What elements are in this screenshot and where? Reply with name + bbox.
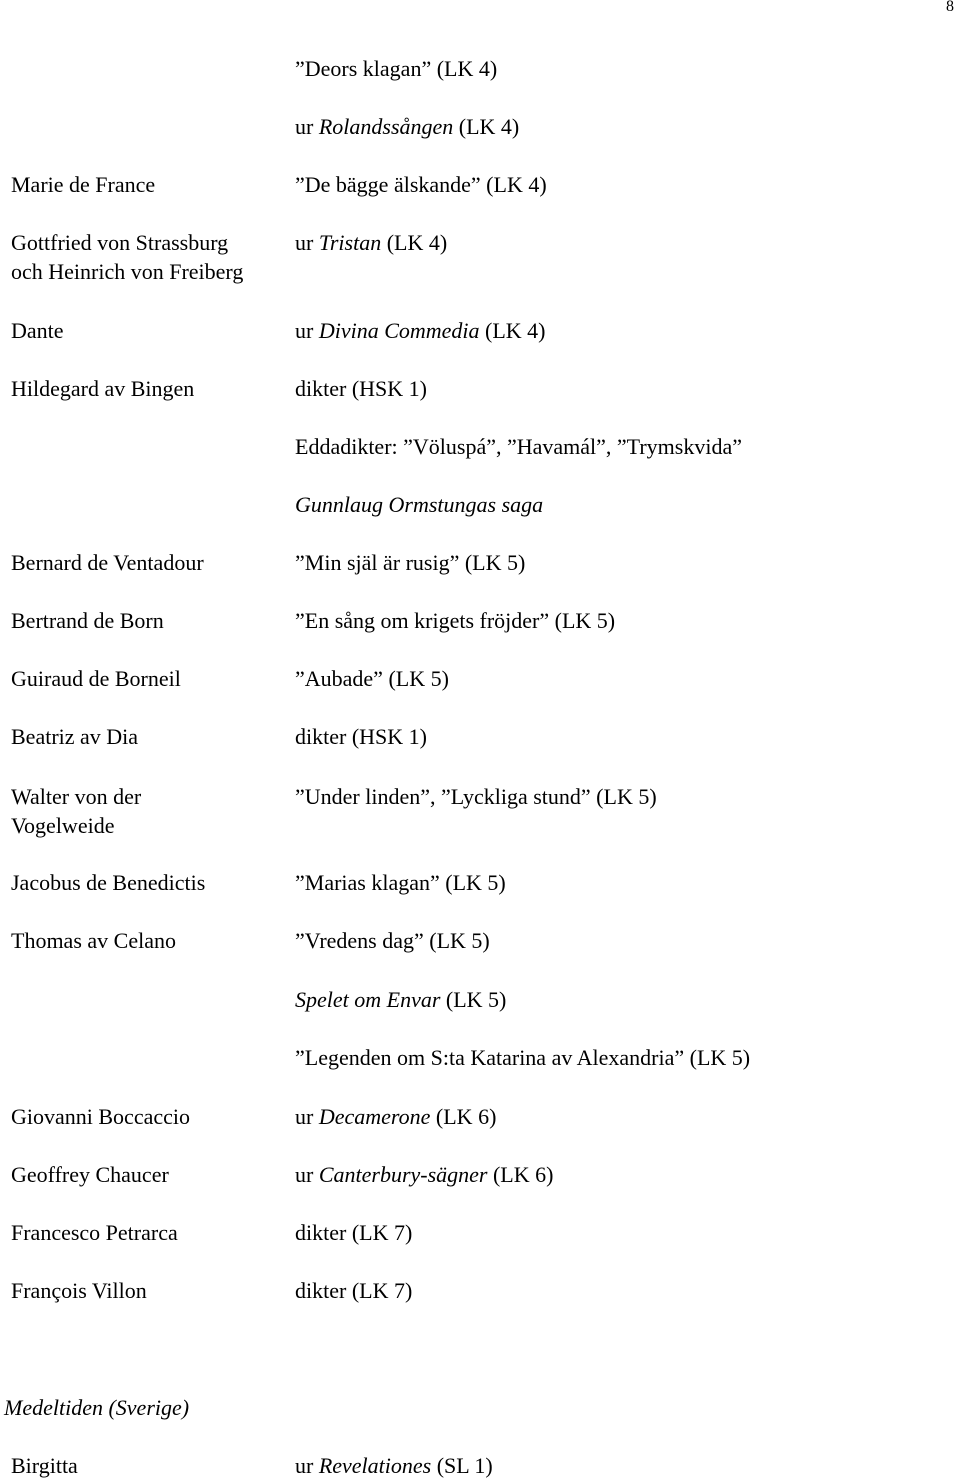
author-name: Guiraud de Borneil [11,666,181,691]
author-name: Beatriz av Dia [11,724,139,749]
work-title [295,112,955,141]
work-title-italic: Decamerone [318,1104,431,1129]
author-name: François Villon [11,1278,147,1303]
work-title-italic: Spelet om Envar [295,987,441,1012]
work-title-text: (LK 4) [479,318,546,343]
section-heading: Medeltiden (Sverige) [4,1395,190,1420]
work-title [295,926,955,955]
work-title [295,228,955,257]
work-title-text: ”Aubade” (LK 5) [295,666,449,691]
author-name: Dante [11,318,64,343]
work-title [295,490,955,519]
work-title-text: ”Marias klagan” (LK 5) [295,870,506,895]
work-title-italic: Rolandssången [318,114,454,139]
page-number: 8 [946,0,954,15]
work-title-text: Eddadikter: ”Völuspá”, ”Havamál”, ”Trymskvida” [295,434,742,459]
work-title-italic: Canterbury-sägner [318,1162,488,1187]
work-title-text: ”Vredens dag” (LK 5) [295,928,490,953]
work-title-text: (LK 4) [453,114,520,139]
author-name: Bertrand de Born [11,608,164,633]
work-title [295,316,955,345]
author-name: Jacobus de Benedictis [11,870,206,895]
author-name: Birgitta [11,1453,78,1478]
work-title-text: dikter (LK 7) [295,1278,413,1303]
work-title [295,1451,955,1480]
author-name: Bernard de Ventadour [11,550,204,575]
work-title [295,548,955,577]
work-title [295,54,955,83]
work-title-italic: Divina Commedia [318,318,480,343]
author-name: Hildegard av Bingen [11,376,195,401]
work-title-text: ”En sång om krigets fröjder” (LK 5) [295,608,616,633]
work-title-text: ur [295,114,319,139]
work-title-text: dikter (HSK 1) [295,724,427,749]
work-title-text: dikter (LK 7) [295,1220,413,1245]
work-title [295,1160,955,1189]
author-name: Marie de France [11,172,156,197]
work-title [295,722,955,751]
work-title [295,1102,955,1131]
work-title [295,374,955,403]
author-name: Thomas av Celano [11,928,176,953]
work-title-text: ”Under linden”, ”Lyckliga stund” (LK 5) [295,784,657,809]
work-title [295,1276,955,1305]
work-title [295,782,955,811]
work-title-text: ”Deors klagan” (LK 4) [295,56,498,81]
work-title-text: dikter (HSK 1) [295,376,427,401]
work-title-text: ur [295,1104,319,1129]
work-title-text: ”Min själ är rusig” (LK 5) [295,550,526,575]
work-title-text: ”Legenden om S:ta Katarina av Alexandria” (LK 5) [295,1045,751,1070]
work-title-italic: Revelationes [318,1453,432,1478]
work-title [295,170,955,199]
work-title [295,1218,955,1247]
work-title-text: ur [295,1162,319,1187]
author-name: Francesco Petrarca [11,1220,178,1245]
work-title [295,985,955,1014]
work-title-text: (LK 6) [487,1162,554,1187]
author-name: Walter von der Vogelweide [11,784,142,838]
work-title [295,432,955,461]
work-title-text: ur [295,318,319,343]
work-title [295,664,955,693]
work-title-text: (LK 5) [440,987,507,1012]
author-name: Giovanni Boccaccio [11,1104,190,1129]
work-title-text: (SL 1) [431,1453,493,1478]
work-title-text: ur [295,230,319,255]
work-title [295,868,955,897]
work-title-italic: Gunnlaug Ormstungas saga [295,492,544,517]
work-title [295,606,955,635]
work-title [295,1043,955,1072]
work-title-italic: Tristan [318,230,382,255]
author-name: Gottfried von Strassburg och Heinrich von Freiberg [11,230,244,284]
work-title-text: ur [295,1453,319,1478]
work-title-text: (LK 6) [430,1104,497,1129]
author-name: Geoffrey Chaucer [11,1162,169,1187]
work-title-text: (LK 4) [381,230,448,255]
work-title-text: ”De bägge älskande” (LK 4) [295,172,547,197]
